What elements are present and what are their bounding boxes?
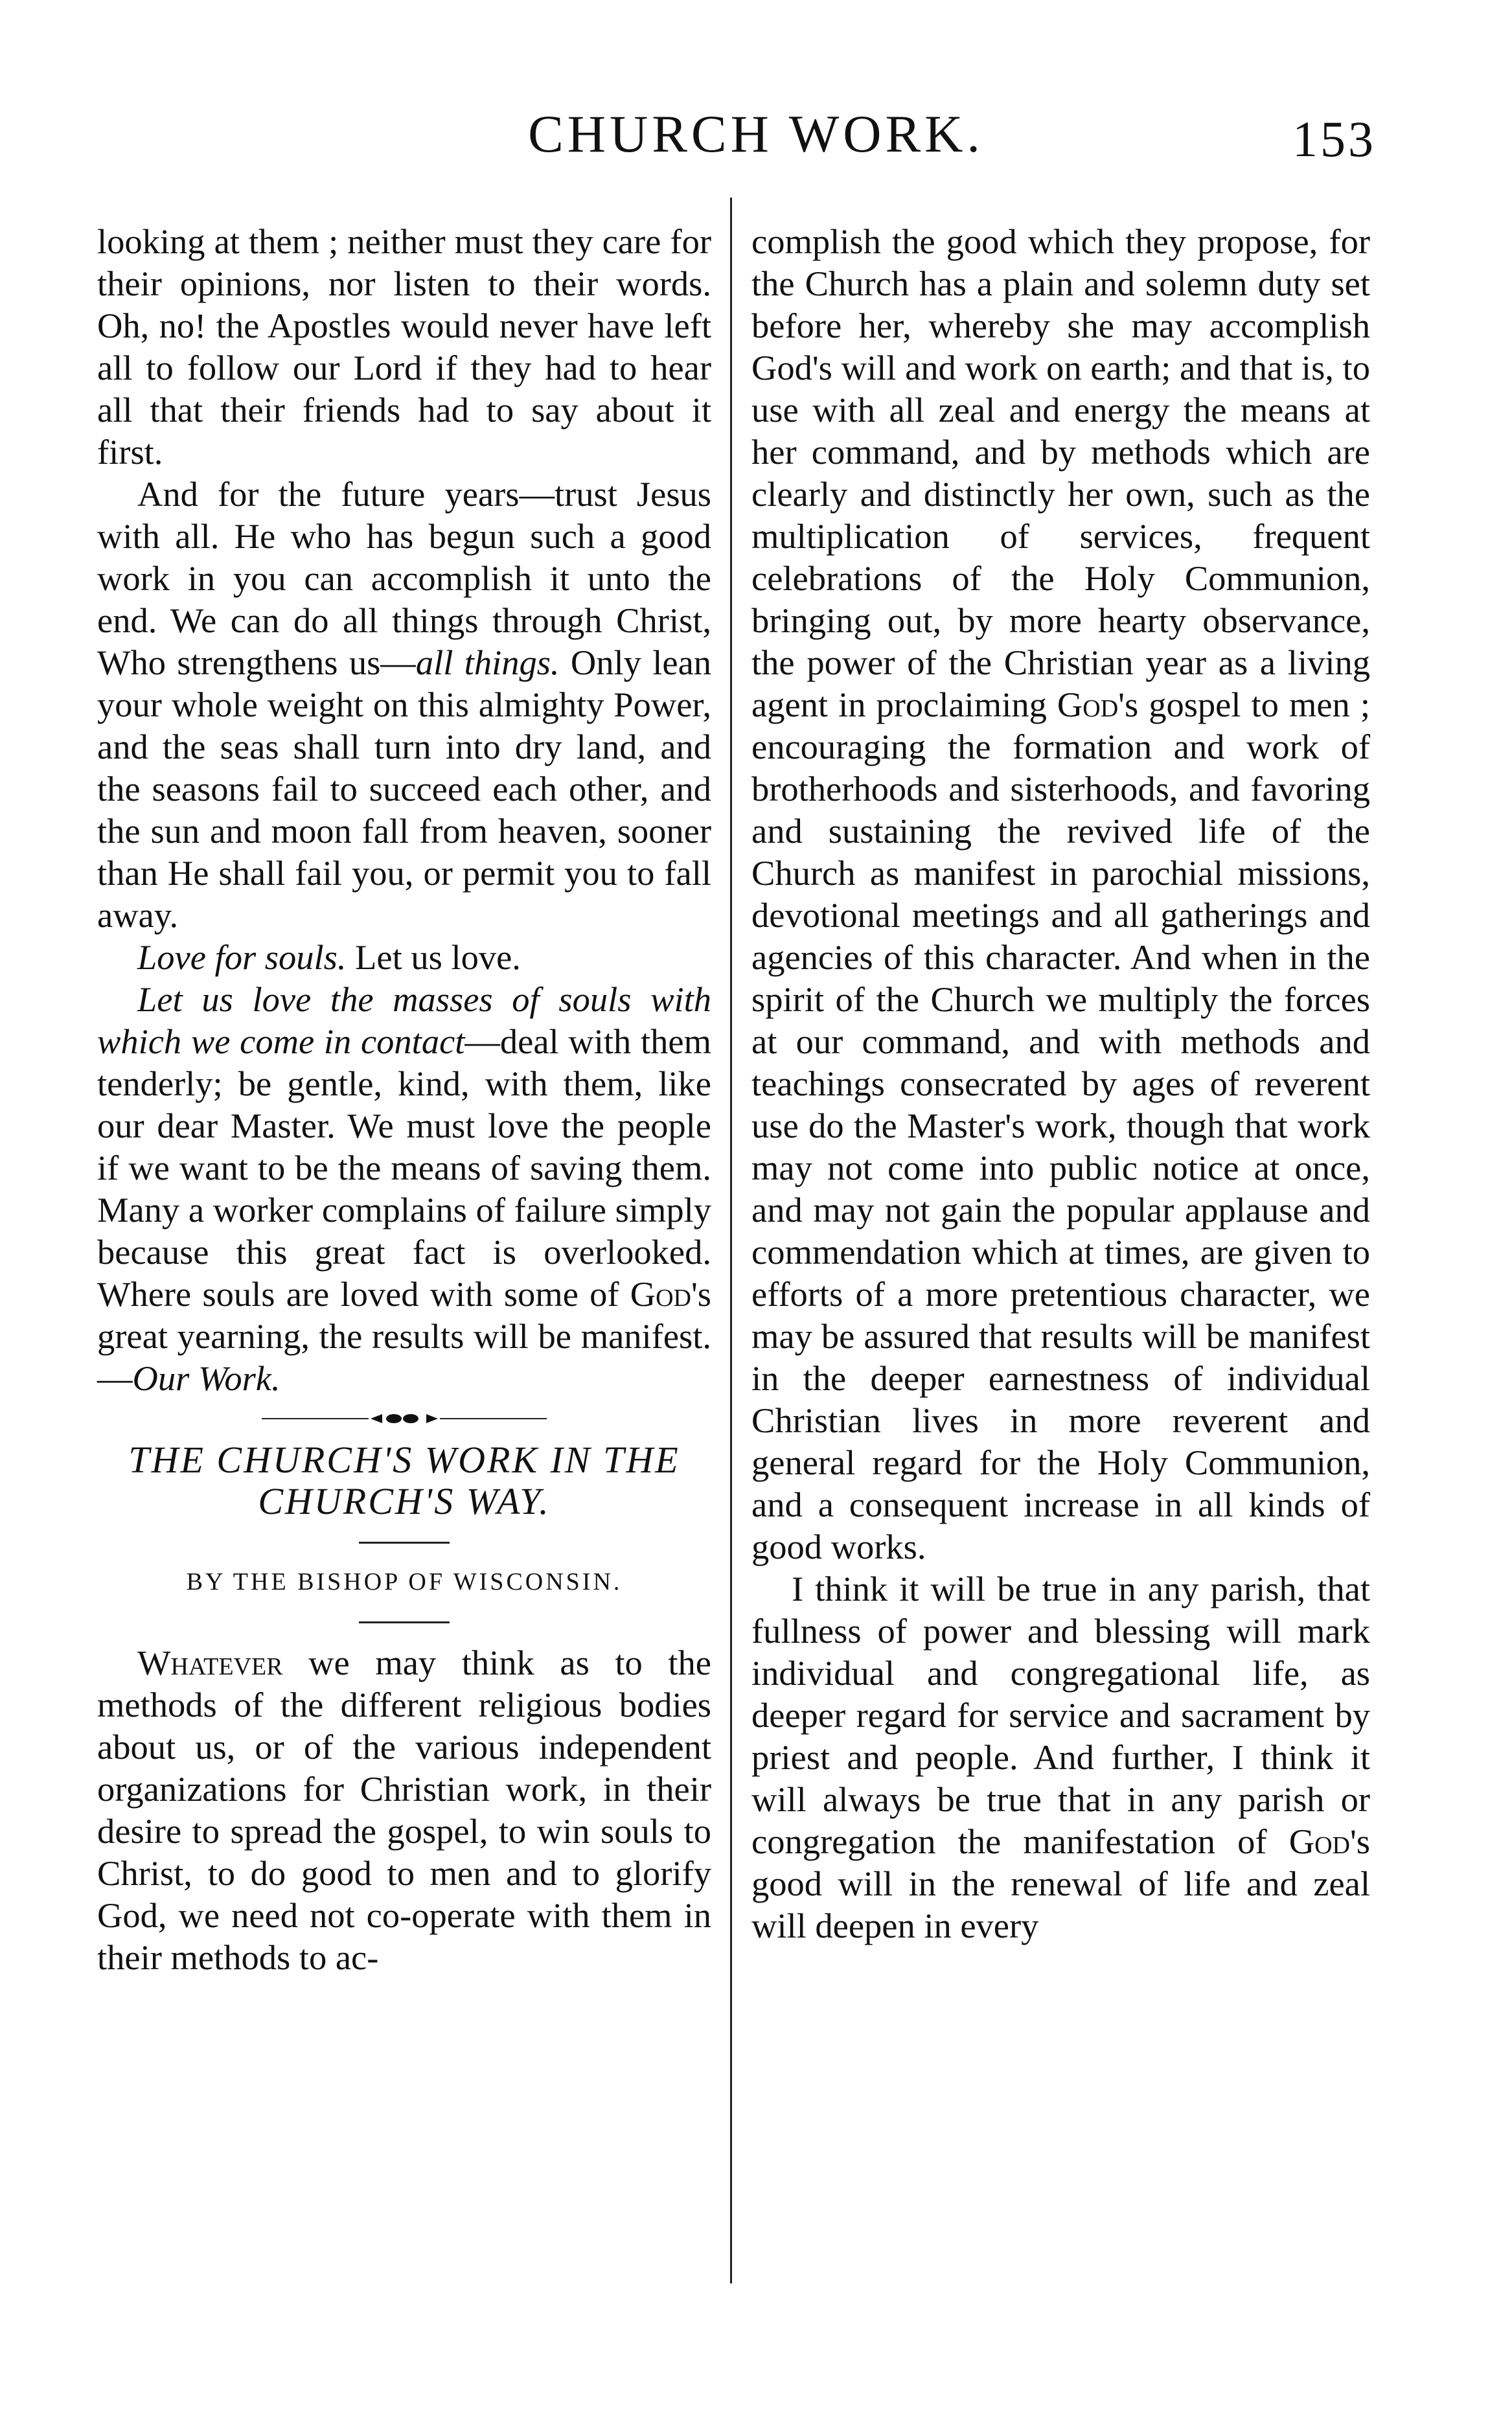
paragraph-text: —deal with them tenderly; be gentle, kind, with them, like our dear Master. We must love the people if we want to be the means of saving them. Many a worker complains of failure simply because this great fact is overlooked. Where souls are loved with some of <box>97 1022 711 1314</box>
paragraph-text: And for the future years—trust Jesus with all. He who has begun such a good work in you can accomplish it unto the end. We can do all things through Christ, Who strengthens us— <box>97 474 711 682</box>
divine-name: God <box>1057 685 1119 724</box>
paragraph-text: Only lean your whole weight on this almighty Power, and the seas shall turn into dry land, and the seasons fail to succeed each other, and the sun and moon fall from heaven, sooner than He shall fail you, or permit you to fall away. <box>97 643 712 935</box>
paragraph-text: I think it will be true in any parish, that fullness of power and blessing will mark individual and congregational life, as deeper regard for service and sacrament by priest and people. And further, I think it will always be true that in any parish or congregation the manifestation of <box>751 1569 1370 1861</box>
emphasis-text: Love for souls. <box>137 937 347 977</box>
ornament-divider <box>97 1399 711 1438</box>
paragraph <box>97 936 711 978</box>
source-citation: Our Work. <box>132 1358 281 1398</box>
divine-name: God <box>630 1274 691 1314</box>
paragraph-text: we may think as to the methods of the different religious bodies about us, or of the various independent organizations for Christian work, in their desire to spread the gospel, to win souls to Christ, to do good to men and to glorify God, we need not co-operate with them in their methods to ac- <box>97 1643 711 1977</box>
right-column <box>751 220 1370 1947</box>
column-divider <box>730 198 732 2283</box>
page-number: 153 <box>1292 111 1376 167</box>
paragraph <box>751 1568 1370 1947</box>
paragraph-text: Let us love. <box>346 937 521 977</box>
paragraph <box>97 978 711 1399</box>
running-head <box>0 97 1512 175</box>
divine-name: God <box>1289 1822 1350 1861</box>
paragraph-text: 's gospel to men ; encouraging the formation and work of brotherhoods and sisterhoods, and favoring and sustaining the revived life of the Church as manifest in parochial missions, devotional meetings and all gatherings and agencies of this character. And when in the spirit of the Church we multiply the forces at our command, and with methods and teachings consecrated by ages of reverent use do the Master's work, though that work may not come into public notice at once, and may not gain the popular applause and commendation which at times, are given to efforts of a more pretentious character, we may be assured that results will be manifest in the deeper earnestness of individual Christian lives in more reverent and general regard for the Holy Communion, and a consequent increase in all kinds of good works. <box>751 685 1370 1566</box>
emphasis-text: all things. <box>415 643 560 682</box>
paragraph <box>97 1641 711 1978</box>
paragraph: looking at them ; neither must they care for their opinions, nor listen to their words. Oh, no! the Apostles would never have left all to follow our Lord if they had to hear all that their friends had to say about it first. <box>97 222 711 472</box>
paragraph-text: 's good will in the renewal of life and zeal will deepen in every <box>751 1822 1370 1945</box>
paragraph <box>97 473 711 936</box>
paragraph <box>751 220 1370 1568</box>
ornament-icon <box>262 1411 547 1426</box>
lead-word: Whatever <box>137 1643 283 1682</box>
section-title: THE CHURCH'S WORK IN THE CHURCH'S WAY. <box>128 1439 680 1522</box>
byline: BY THE BISHOP OF WISCONSIN. <box>186 1568 623 1595</box>
running-title: CHURCH WORK. <box>528 104 984 163</box>
paragraph-text: 's great yearning, the results will be manifest.— <box>97 1274 711 1398</box>
emphasis-text: Let us love the masses of souls with which we come in contact <box>97 979 711 1061</box>
short-rule <box>359 1621 450 1623</box>
paragraph-text: complish the good which they propose, for the Church has a plain and solemn duty set before her, whereby she may accomplish God's will and work on earth; and that is, to use with all zeal and energy the means at her command, and by methods which are clearly and distinctly her own, such as the multiplication of services, frequent celebrations of the Holy Communion, bringing out, by more hearty observance, the power of the Christian year as a living agent in proclaiming <box>751 222 1370 724</box>
short-rule <box>359 1542 450 1544</box>
left-column <box>97 220 711 1978</box>
